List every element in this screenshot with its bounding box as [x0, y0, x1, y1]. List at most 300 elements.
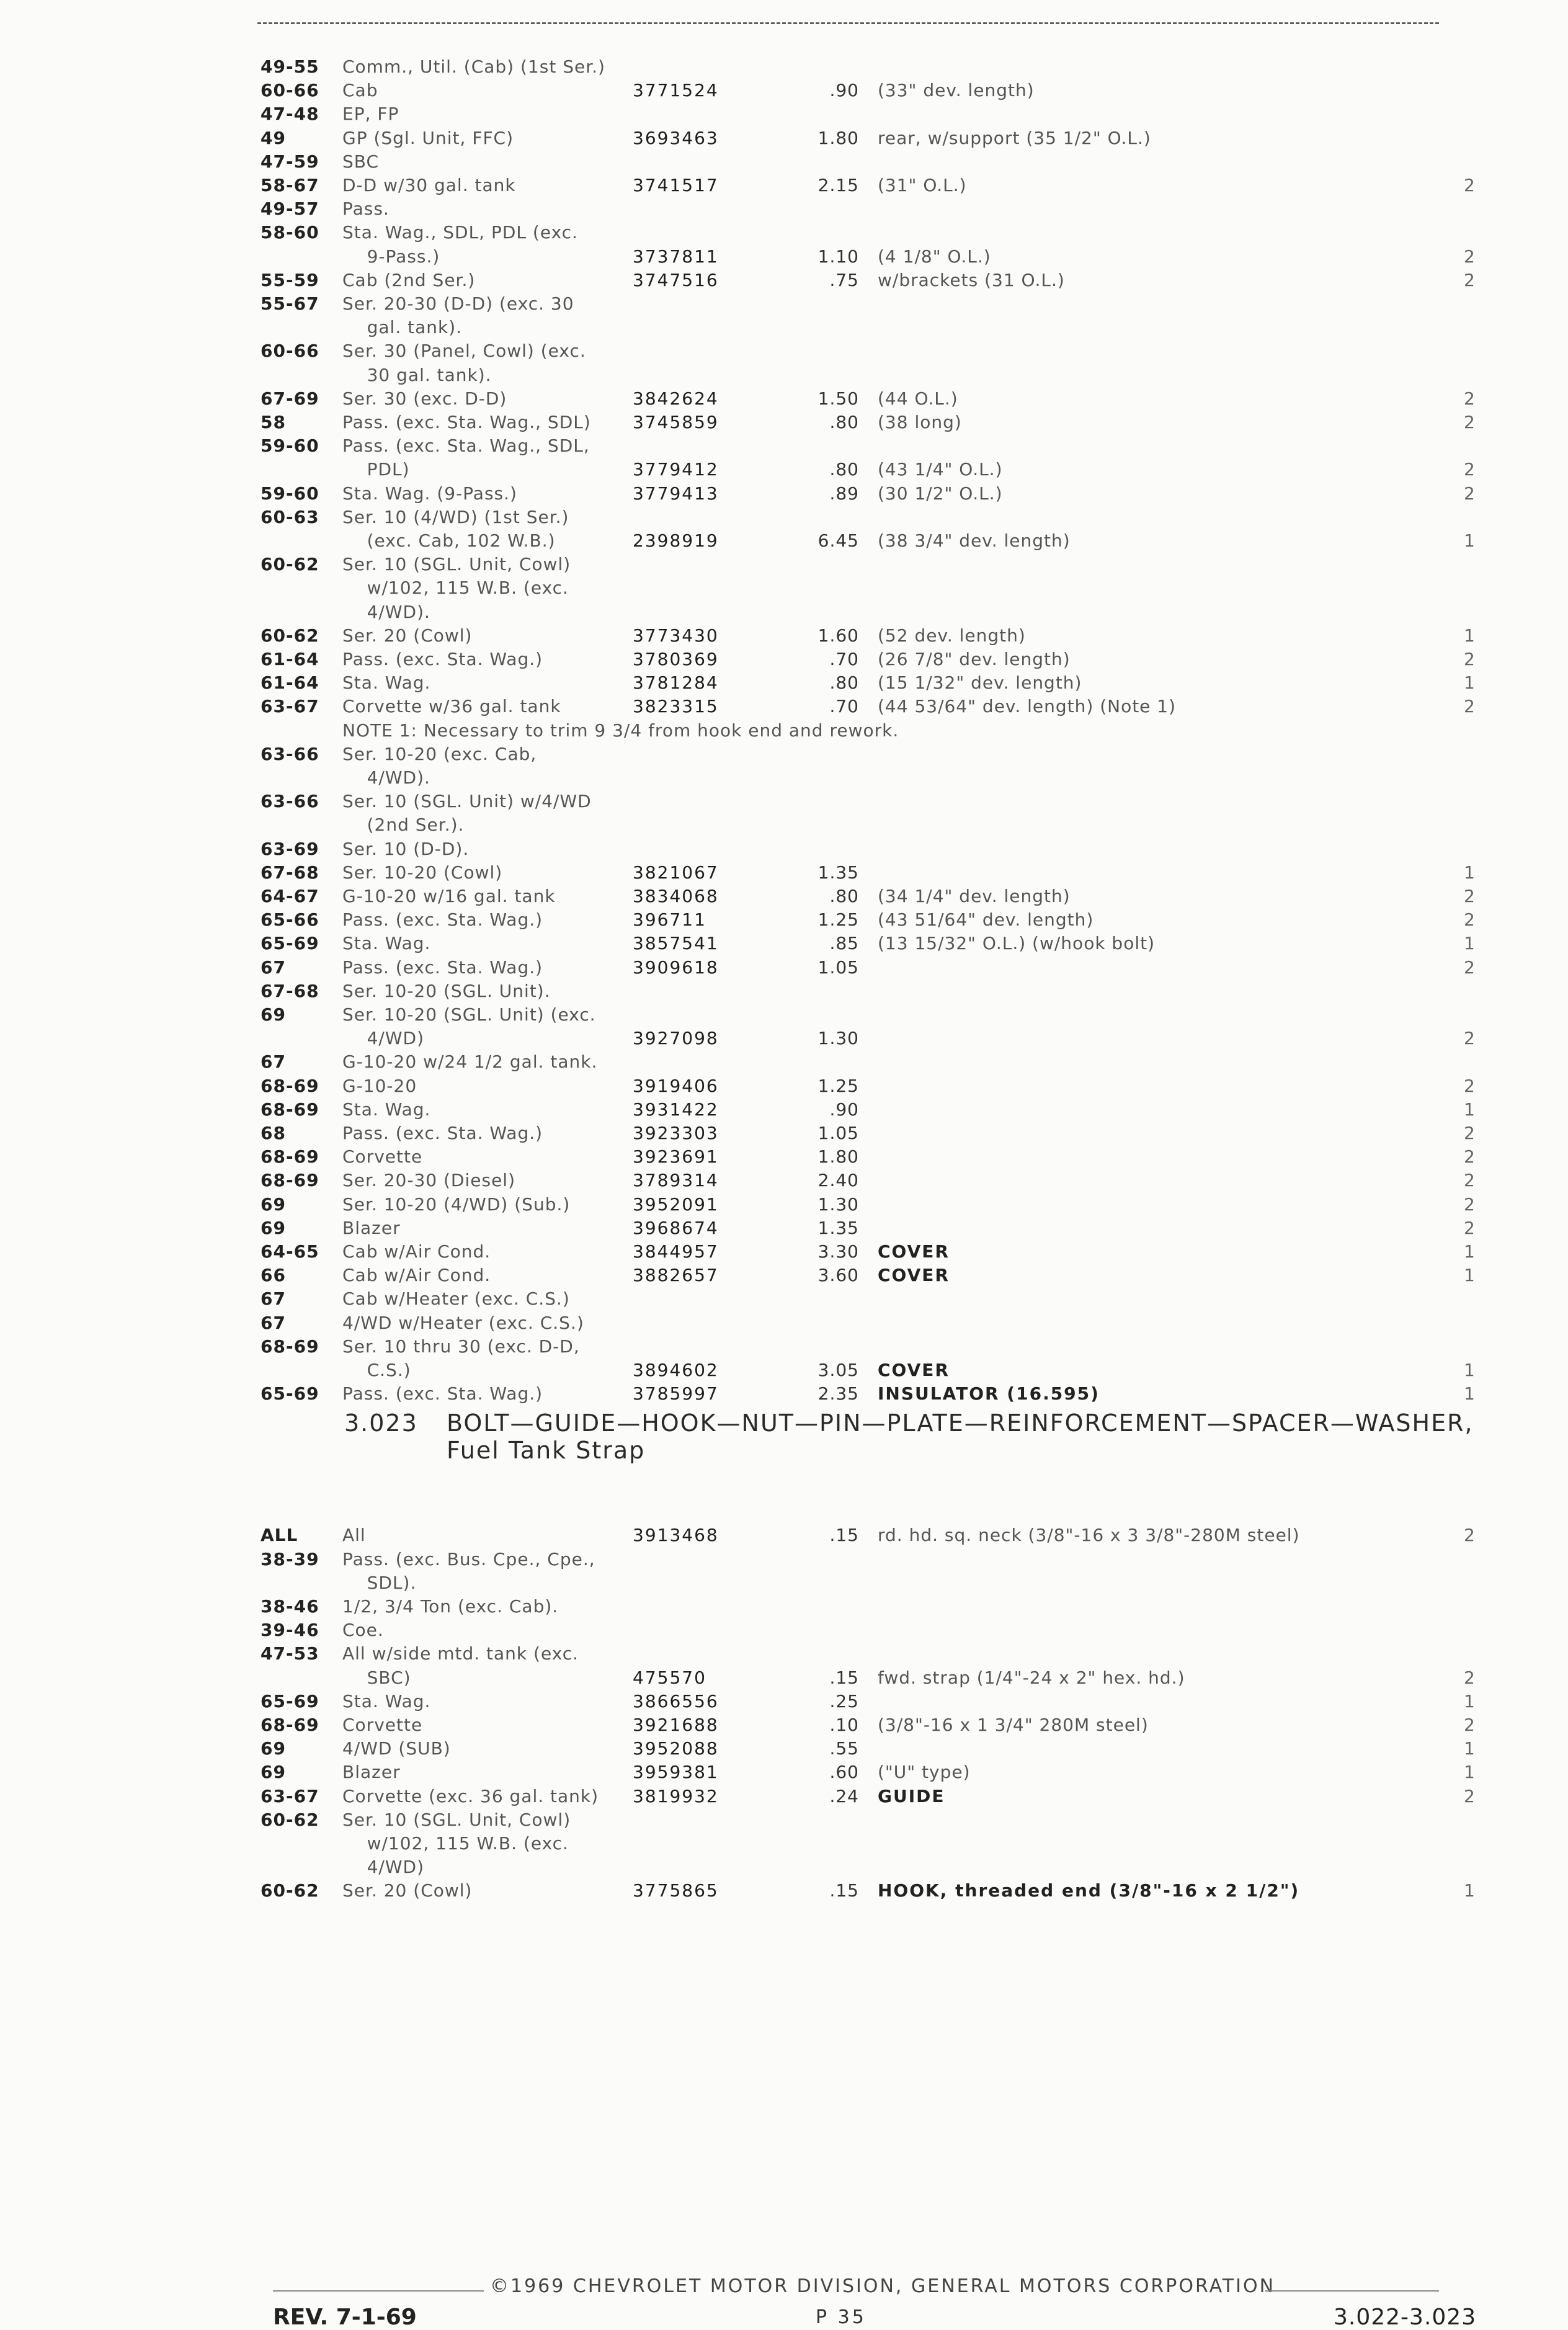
- model-cell: All: [342, 1525, 366, 1546]
- part-number-cell: 3894602: [633, 1360, 719, 1380]
- quantity-cell: 1: [1464, 1383, 1475, 1404]
- parts-row: [0, 1738, 1568, 1761]
- description-cell: (4 1/8" O.L.): [878, 246, 991, 267]
- model-cell: Pass. (exc. Sta. Wag.): [342, 957, 543, 978]
- price-cell: 1.80: [817, 127, 859, 148]
- parts-row: [0, 1217, 1568, 1241]
- model-cell: w/102, 115 W.B. (exc.: [342, 1833, 569, 1854]
- year-cell: 49-55: [261, 56, 319, 77]
- model-cell: EP, FP: [342, 104, 399, 125]
- model-cell: Corvette w/36 gal. tank: [342, 696, 561, 717]
- parts-row: [0, 1336, 1568, 1359]
- model-cell: Ser. 10-20 (exc. Cab,: [342, 743, 537, 764]
- description-cell: (34 1/4" dev. length): [878, 886, 1071, 906]
- parts-row: [0, 648, 1568, 672]
- part-number-cell: 3823315: [633, 696, 719, 717]
- model-cell: gal. tank).: [342, 317, 463, 338]
- description-cell: (26 7/8" dev. length): [878, 649, 1071, 669]
- model-cell: Blazer: [342, 1762, 401, 1783]
- parts-row: [0, 1359, 1568, 1383]
- parts-row: [0, 1832, 1568, 1856]
- part-number-cell: 3747516: [633, 269, 719, 290]
- year-cell: 55-67: [261, 293, 319, 314]
- part-number-cell: 3789314: [633, 1170, 719, 1191]
- model-cell: 30 gal. tank).: [342, 364, 492, 385]
- model-cell: GP (Sgl. Unit, FFC): [342, 127, 514, 148]
- year-cell: ALL: [261, 1525, 298, 1546]
- part-number-cell: 3921688: [633, 1715, 719, 1735]
- price-cell: .25: [829, 1690, 859, 1712]
- part-number-cell: 3931422: [633, 1099, 719, 1120]
- parts-row: [0, 1051, 1568, 1074]
- model-cell: Pass. (exc. Sta. Wag.): [342, 1123, 543, 1143]
- quantity-cell: 1: [1464, 1690, 1475, 1712]
- year-cell: 67: [261, 1312, 286, 1333]
- price-cell: .24: [829, 1785, 859, 1806]
- parts-row: [0, 1383, 1568, 1406]
- model-cell: Sta. Wag.: [342, 1099, 431, 1120]
- parts-row: [0, 1264, 1568, 1288]
- parts-row: [0, 458, 1568, 482]
- part-number-cell: 3779413: [633, 483, 719, 504]
- parts-row: [0, 1524, 1568, 1548]
- parts-row: [0, 1146, 1568, 1169]
- parts-row: [0, 269, 1568, 293]
- year-cell: 68-69: [261, 1099, 319, 1120]
- parts-row: [0, 340, 1568, 364]
- quantity-cell: 2: [1464, 483, 1475, 504]
- part-number-cell: 3771524: [633, 80, 719, 101]
- part-number-cell: 2398919: [633, 530, 719, 551]
- parts-row: [0, 1312, 1568, 1336]
- year-cell: 60-66: [261, 341, 319, 362]
- parts-row: [0, 862, 1568, 885]
- part-number-cell: 3844957: [633, 1241, 719, 1262]
- model-cell: w/102, 115 W.B. (exc.: [342, 578, 569, 599]
- price-cell: 1.35: [817, 862, 859, 883]
- model-cell: G-10-20 w/16 gal. tank: [342, 886, 556, 906]
- quantity-cell: 1: [1464, 1265, 1475, 1286]
- parts-row: [0, 79, 1568, 103]
- parts-row: [0, 103, 1568, 127]
- parts-row: [0, 388, 1568, 411]
- model-cell: Ser. 10 (D-D).: [342, 838, 470, 859]
- parts-row: [0, 885, 1568, 909]
- year-cell: 38-39: [261, 1548, 319, 1569]
- part-number-cell: 3693463: [633, 127, 719, 148]
- description-cell: (52 dev. length): [878, 625, 1026, 646]
- description-cell: (43 1/4" O.L.): [878, 459, 1003, 480]
- part-number-cell: 3923303: [633, 1123, 719, 1143]
- parts-row: [0, 1856, 1568, 1880]
- quantity-cell: 1: [1464, 625, 1475, 646]
- model-cell: Ser. 10-20 (Cowl): [342, 862, 503, 883]
- description-cell: ("U" type): [878, 1762, 971, 1783]
- model-cell: Sta. Wag.: [342, 933, 431, 954]
- part-number-cell: 3866556: [633, 1690, 719, 1712]
- year-cell: 68-69: [261, 1146, 319, 1167]
- parts-row: [0, 127, 1568, 151]
- parts-row: [0, 246, 1568, 269]
- model-cell: (2nd Ser.).: [342, 815, 465, 836]
- price-cell: 2.40: [817, 1170, 859, 1191]
- year-cell: 58: [261, 412, 286, 432]
- price-cell: 1.10: [817, 246, 859, 267]
- model-cell: Ser. 20 (Cowl): [342, 625, 473, 646]
- year-cell: 69: [261, 1738, 286, 1759]
- quantity-cell: 1: [1464, 933, 1475, 954]
- parts-row: [0, 1004, 1568, 1027]
- footer-rule-right: [1265, 2290, 1439, 2292]
- part-number-cell: 3882657: [633, 1265, 719, 1286]
- year-cell: 49-57: [261, 199, 319, 220]
- parts-row: [0, 695, 1568, 719]
- parts-row: [0, 577, 1568, 600]
- year-cell: 68: [261, 1123, 286, 1143]
- model-cell: Cab (2nd Ser.): [342, 269, 476, 290]
- year-cell: 63-67: [261, 1785, 319, 1806]
- parts-row: [0, 56, 1568, 79]
- year-cell: 55-59: [261, 269, 319, 290]
- model-cell: 4/WD).: [342, 601, 430, 622]
- parts-row: [0, 980, 1568, 1004]
- model-cell: Ser. 10 (4/WD) (1st Ser.): [342, 506, 569, 527]
- parts-row: [0, 1596, 1568, 1619]
- quantity-cell: 2: [1464, 1194, 1475, 1215]
- model-cell: Pass. (exc. Bus. Cpe., Cpe.,: [342, 1548, 595, 1569]
- model-cell: Ser. 20-30 (Diesel): [342, 1170, 516, 1191]
- model-cell: SDL).: [342, 1572, 417, 1593]
- footer-rule-left: [273, 2290, 484, 2292]
- year-cell: 60-62: [261, 1880, 319, 1901]
- parts-row: [0, 411, 1568, 435]
- part-number-cell: 3952088: [633, 1738, 719, 1759]
- model-cell: Ser. 10 thru 30 (exc. D-D,: [342, 1336, 580, 1357]
- description-cell: w/brackets (31 O.L.): [878, 269, 1065, 290]
- year-cell: 65-69: [261, 933, 319, 954]
- model-cell: Pass.: [342, 199, 390, 220]
- model-cell: (exc. Cab, 102 W.B.): [342, 530, 556, 551]
- parts-row: [0, 1761, 1568, 1785]
- year-cell: 65-66: [261, 909, 319, 931]
- model-cell: Pass. (exc. Sta. Wag.): [342, 1383, 543, 1404]
- price-cell: .80: [829, 886, 859, 906]
- parts-row: [0, 743, 1568, 767]
- price-cell: 1.30: [817, 1194, 859, 1215]
- price-cell: 2.15: [817, 175, 859, 195]
- parts-row: [0, 625, 1568, 648]
- model-cell: Pass. (exc. Sta. Wag.): [342, 649, 543, 669]
- model-cell: Sta. Wag. (9-Pass.): [342, 483, 517, 504]
- part-number-cell: 3737811: [633, 246, 719, 267]
- quantity-cell: 2: [1464, 1715, 1475, 1735]
- parts-row: [0, 790, 1568, 814]
- parts-row: [0, 909, 1568, 932]
- section-number: 3.023: [344, 1409, 418, 1437]
- parts-row: [0, 435, 1568, 458]
- model-cell: SBC: [342, 151, 380, 172]
- part-number-cell: 3780369: [633, 649, 719, 669]
- model-cell: D-D w/30 gal. tank: [342, 175, 516, 195]
- year-cell: 69: [261, 1004, 286, 1025]
- price-cell: .80: [829, 412, 859, 432]
- price-cell: .70: [829, 696, 859, 717]
- quantity-cell: 2: [1464, 1170, 1475, 1191]
- year-cell: 60-62: [261, 554, 319, 575]
- year-cell: 47-59: [261, 151, 319, 172]
- year-cell: 49: [261, 127, 286, 148]
- model-cell: Ser. 30 (exc. D-D): [342, 388, 507, 409]
- year-cell: 60-62: [261, 1809, 319, 1830]
- description-cell: (44 53/64" dev. length) (Note 1): [878, 696, 1177, 717]
- year-cell: 65-69: [261, 1383, 319, 1404]
- model-cell: Ser. 10-20 (4/WD) (Sub.): [342, 1194, 571, 1215]
- parts-row: [0, 1241, 1568, 1264]
- quantity-cell: 1: [1464, 1099, 1475, 1120]
- year-cell: 47-53: [261, 1643, 319, 1664]
- description-cell: rd. hd. sq. neck (3/8"-16 x 3 3/8"-280M steel): [878, 1525, 1300, 1546]
- part-number-cell: 396711: [633, 909, 706, 931]
- price-cell: 1.60: [817, 625, 859, 646]
- parts-row: [0, 506, 1568, 530]
- description-cell: (44 O.L.): [878, 388, 958, 409]
- description-cell: (33" dev. length): [878, 80, 1035, 101]
- year-cell: 60-66: [261, 80, 319, 101]
- price-cell: 1.80: [817, 1146, 859, 1167]
- model-cell: Ser. 10-20 (SGL. Unit) (exc.: [342, 1004, 596, 1025]
- price-cell: 1.25: [817, 1075, 859, 1096]
- model-cell: Corvette (exc. 36 gal. tank): [342, 1785, 599, 1806]
- year-cell: 68-69: [261, 1075, 319, 1096]
- quantity-cell: 1: [1464, 862, 1475, 883]
- quantity-cell: 1: [1464, 1241, 1475, 1262]
- part-number-cell: 3781284: [633, 672, 719, 694]
- parts-row: [0, 221, 1568, 245]
- description-cell: rear, w/support (35 1/2" O.L.): [878, 127, 1151, 148]
- parts-row: [0, 1169, 1568, 1193]
- section-range: 3.022-3.023: [1334, 2305, 1477, 2330]
- parts-row: [0, 151, 1568, 174]
- model-cell: Ser. 20 (Cowl): [342, 1880, 473, 1901]
- description-cell: (43 51/64" dev. length): [878, 909, 1094, 931]
- part-number-cell: 3927098: [633, 1028, 719, 1049]
- parts-row: [0, 720, 1568, 743]
- section-title: BOLT—GUIDE—HOOK—NUT—PIN—PLATE—REINFORCEMENT—SPACER—WASHER, Fuel Tank Strap: [447, 1409, 1474, 1464]
- year-cell: 58-67: [261, 175, 319, 195]
- model-cell: Pass. (exc. Sta. Wag., SDL): [342, 412, 591, 432]
- quantity-cell: 2: [1464, 886, 1475, 906]
- model-cell: Blazer: [342, 1217, 401, 1238]
- quantity-cell: 2: [1464, 957, 1475, 978]
- part-number-cell: 3745859: [633, 412, 719, 432]
- part-number-cell: 3834068: [633, 886, 719, 906]
- year-cell: 67: [261, 1288, 286, 1310]
- year-cell: 67: [261, 1051, 286, 1073]
- price-cell: .75: [829, 269, 859, 290]
- model-cell: 4/WD (SUB): [342, 1738, 451, 1759]
- parts-row: [0, 1619, 1568, 1643]
- year-cell: 38-46: [261, 1596, 319, 1617]
- model-cell: 4/WD): [342, 1857, 425, 1878]
- parts-row: [0, 672, 1568, 695]
- model-cell: NOTE 1: Necessary to trim 9 3/4 from hook end and rework.: [342, 720, 899, 741]
- part-number-cell: 3959381: [633, 1762, 719, 1783]
- page-number: P 35: [816, 2306, 866, 2328]
- description-cell: COVER: [878, 1241, 950, 1262]
- parts-row: [0, 174, 1568, 198]
- quantity-cell: 2: [1464, 909, 1475, 931]
- description-cell: (38 3/4" dev. length): [878, 530, 1071, 551]
- model-cell: Ser. 30 (Panel, Cowl) (exc.: [342, 341, 586, 362]
- price-cell: 1.35: [817, 1217, 859, 1238]
- quantity-cell: 2: [1464, 1146, 1475, 1167]
- model-cell: 9-Pass.): [342, 246, 440, 267]
- parts-row: [0, 1027, 1568, 1051]
- parts-row: [0, 1690, 1568, 1714]
- price-cell: 6.45: [817, 530, 859, 551]
- quantity-cell: 1: [1464, 672, 1475, 694]
- parts-row: [0, 932, 1568, 956]
- year-cell: 68-69: [261, 1715, 319, 1735]
- revision-date: REV. 7-1-69: [273, 2305, 417, 2330]
- year-cell: 67-69: [261, 388, 319, 409]
- description-cell: (3/8"-16 x 1 3/4" 280M steel): [878, 1715, 1149, 1735]
- year-cell: 59-60: [261, 483, 319, 504]
- parts-row: [0, 1643, 1568, 1666]
- year-cell: 68-69: [261, 1336, 319, 1357]
- year-cell: 63-66: [261, 743, 319, 764]
- model-cell: Corvette: [342, 1146, 423, 1167]
- price-cell: 1.05: [817, 957, 859, 978]
- parts-row: [0, 1880, 1568, 1903]
- year-cell: 67-68: [261, 980, 319, 1001]
- model-cell: Sta. Wag.: [342, 1690, 431, 1712]
- parts-row: [0, 838, 1568, 862]
- model-cell: 4/WD).: [342, 767, 430, 788]
- quantity-cell: 1: [1464, 1360, 1475, 1380]
- model-cell: Corvette: [342, 1715, 423, 1735]
- description-cell: COVER: [878, 1265, 950, 1286]
- price-cell: 1.30: [817, 1028, 859, 1049]
- model-cell: 1/2, 3/4 Ton (exc. Cab).: [342, 1596, 559, 1617]
- model-cell: 4/WD w/Heater (exc. C.S.): [342, 1312, 584, 1333]
- parts-row: [0, 1714, 1568, 1738]
- year-cell: 63-67: [261, 696, 319, 717]
- top-rule: [257, 22, 1439, 24]
- model-cell: Ser. 10 (SGL. Unit, Cowl): [342, 1809, 571, 1830]
- year-cell: 47-48: [261, 104, 319, 125]
- model-cell: G-10-20: [342, 1075, 417, 1096]
- year-cell: 69: [261, 1194, 286, 1215]
- quantity-cell: 2: [1464, 459, 1475, 480]
- model-cell: G-10-20 w/24 1/2 gal. tank.: [342, 1051, 598, 1073]
- quantity-cell: 1: [1464, 1880, 1475, 1901]
- parts-row: [0, 1194, 1568, 1217]
- parts-row: [0, 814, 1568, 837]
- description-cell: (31" O.L.): [878, 175, 967, 195]
- model-cell: Ser. 10-20 (SGL. Unit).: [342, 980, 551, 1001]
- model-cell: 4/WD): [342, 1028, 425, 1049]
- model-cell: PDL): [342, 459, 410, 480]
- quantity-cell: 1: [1464, 1762, 1475, 1783]
- quantity-cell: 2: [1464, 388, 1475, 409]
- parts-row: [0, 1572, 1568, 1596]
- price-cell: 2.35: [817, 1383, 859, 1404]
- parts-row: [0, 483, 1568, 506]
- quantity-cell: 2: [1464, 1785, 1475, 1806]
- quantity-cell: 2: [1464, 1123, 1475, 1143]
- part-number-cell: 3857541: [633, 933, 719, 954]
- part-number-cell: 3819932: [633, 1785, 719, 1806]
- price-cell: .55: [829, 1738, 859, 1759]
- part-number-cell: 3968674: [633, 1217, 719, 1238]
- description-cell: HOOK, threaded end (3/8"-16 x 2 1/2"): [878, 1880, 1300, 1901]
- description-cell: GUIDE: [878, 1785, 945, 1806]
- quantity-cell: 2: [1464, 1075, 1475, 1096]
- year-cell: 60-62: [261, 625, 319, 646]
- price-cell: .85: [829, 933, 859, 954]
- quantity-cell: 2: [1464, 1217, 1475, 1238]
- price-cell: .90: [829, 80, 859, 101]
- year-cell: 63-66: [261, 791, 319, 812]
- part-number-cell: 3952091: [633, 1194, 719, 1215]
- year-cell: 63-69: [261, 838, 319, 859]
- year-cell: 66: [261, 1265, 286, 1286]
- year-cell: 61-64: [261, 649, 319, 669]
- parts-row: [0, 553, 1568, 577]
- quantity-cell: 2: [1464, 412, 1475, 432]
- price-cell: .89: [829, 483, 859, 504]
- quantity-cell: 1: [1464, 530, 1475, 551]
- model-cell: SBC): [342, 1667, 411, 1688]
- year-cell: 61-64: [261, 672, 319, 694]
- year-cell: 69: [261, 1217, 286, 1238]
- parts-row: [0, 767, 1568, 790]
- part-number-cell: 3913468: [633, 1525, 719, 1546]
- model-cell: Sta. Wag.: [342, 672, 431, 694]
- parts-row: [0, 530, 1568, 553]
- price-cell: .10: [829, 1715, 859, 1735]
- model-cell: Cab w/Heater (exc. C.S.): [342, 1288, 570, 1310]
- price-cell: 3.30: [817, 1241, 859, 1262]
- description-cell: (15 1/32" dev. length): [878, 672, 1082, 694]
- price-cell: .15: [829, 1880, 859, 1901]
- price-cell: 1.50: [817, 388, 859, 409]
- year-cell: 67-68: [261, 862, 319, 883]
- parts-row: [0, 293, 1568, 316]
- model-cell: Comm., Util. (Cab) (1st Ser.): [342, 56, 605, 77]
- price-cell: .90: [829, 1099, 859, 1120]
- part-number-cell: 3842624: [633, 388, 719, 409]
- part-number-cell: 3909618: [633, 957, 719, 978]
- parts-row: [0, 1809, 1568, 1832]
- quantity-cell: 2: [1464, 649, 1475, 669]
- parts-row: [0, 1667, 1568, 1690]
- price-cell: .15: [829, 1525, 859, 1546]
- part-number-cell: 3923691: [633, 1146, 719, 1167]
- model-cell: C.S.): [342, 1360, 411, 1380]
- quantity-cell: 2: [1464, 175, 1475, 195]
- model-cell: Cab w/Air Cond.: [342, 1241, 491, 1262]
- quantity-cell: 2: [1464, 1667, 1475, 1688]
- model-cell: Ser. 10 (SGL. Unit) w/4/WD: [342, 791, 592, 812]
- model-cell: All w/side mtd. tank (exc.: [342, 1643, 579, 1664]
- description-cell: fwd. strap (1/4"-24 x 2" hex. hd.): [878, 1667, 1185, 1688]
- price-cell: .15: [829, 1667, 859, 1688]
- parts-row: [0, 957, 1568, 980]
- model-cell: Cab w/Air Cond.: [342, 1265, 491, 1286]
- price-cell: .80: [829, 672, 859, 694]
